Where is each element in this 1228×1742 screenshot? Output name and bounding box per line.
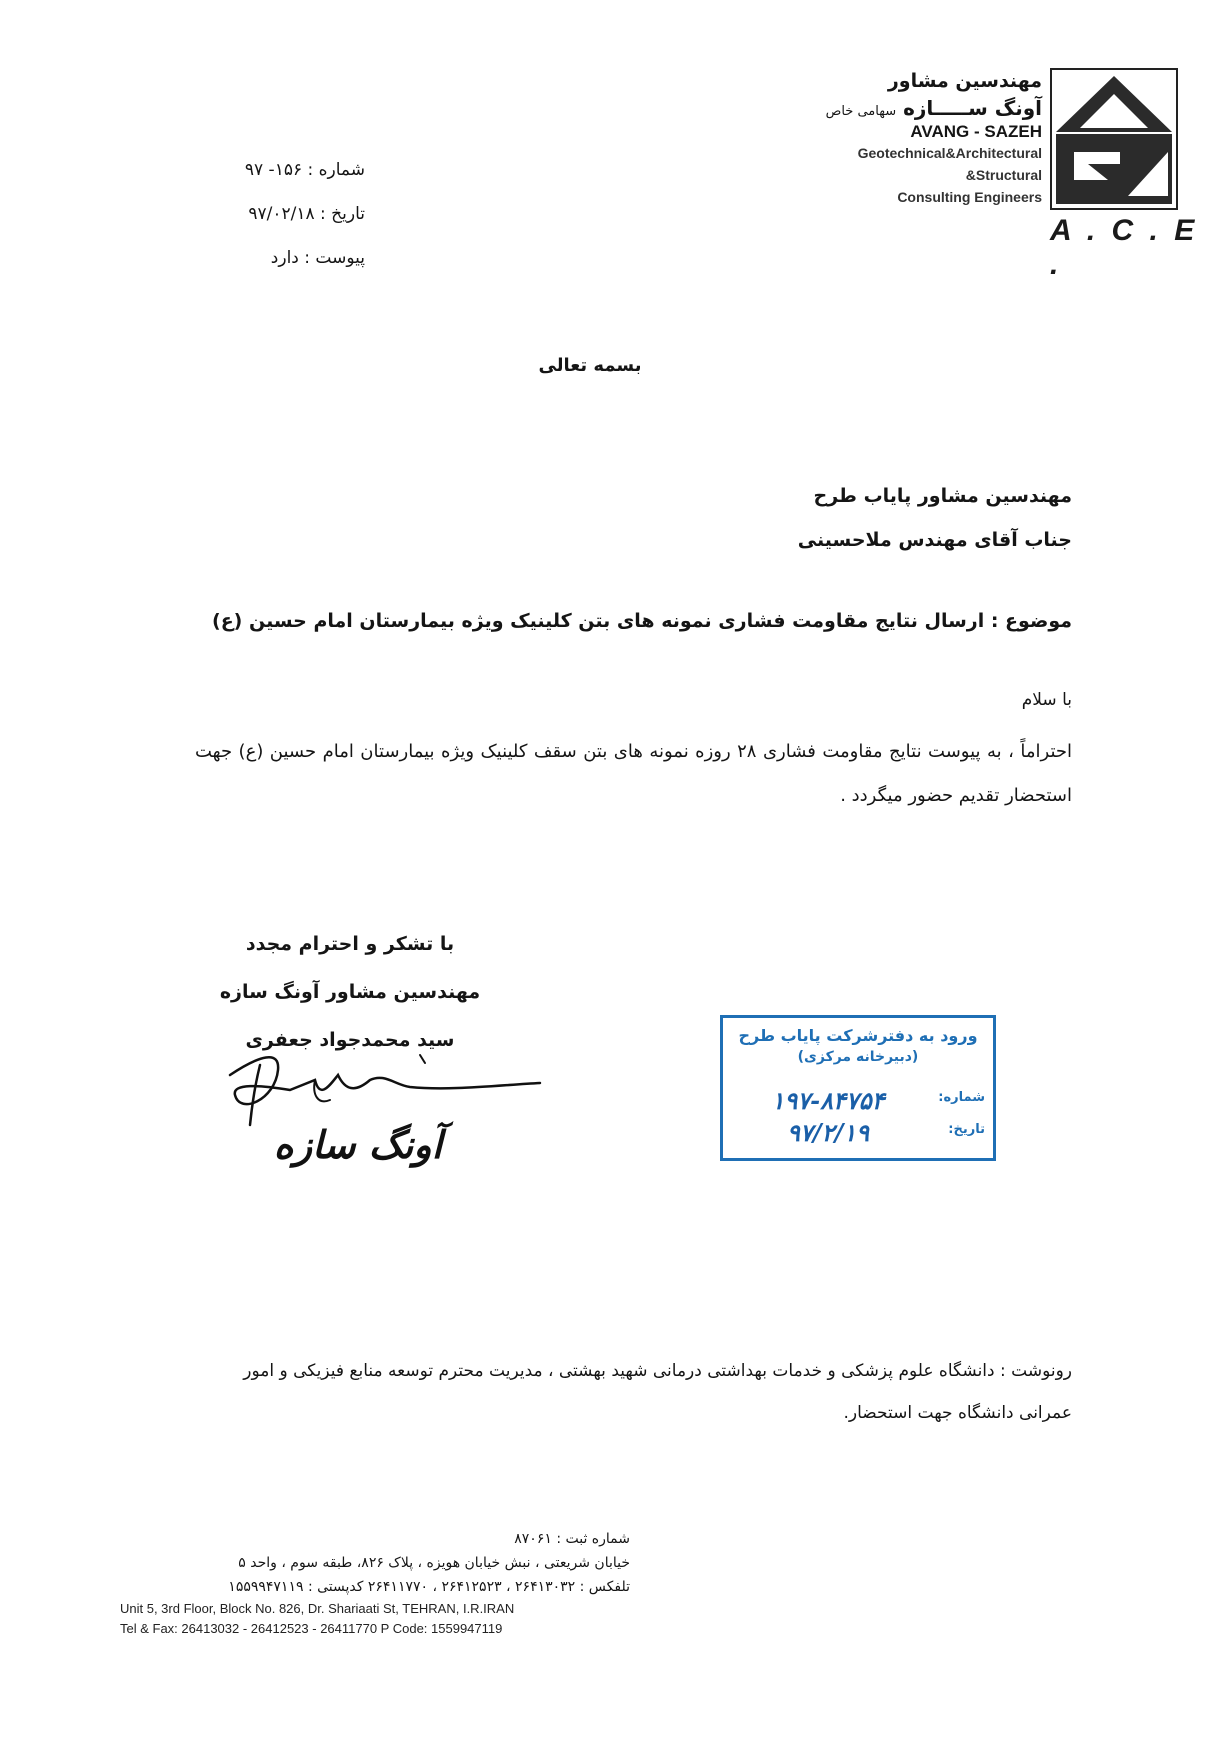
- sender-company: مهندسین مشاور آونگ سازه: [219, 981, 481, 1003]
- company-name-fa-line1: مهندسین مشاور: [887, 70, 1042, 92]
- stamp-title: ورود به دفترشرکت پایاب طرح: [738, 1026, 978, 1045]
- company-desc-line1: Geotechnical&Architectural: [857, 145, 1042, 161]
- letter-attachment: پیوست : دارد: [270, 248, 365, 268]
- carbon-copy: رونوشت : دانشگاه علوم پزشکی و خدمات بهداشتی درمانی شهید بهشتی ، مدیریت محترم توسعه منابع فیزیکی و امور عمرانی دانشگاه جهت استحضار.: [243, 1361, 1072, 1423]
- company-name-fa: آونگ ســـــازه: [903, 96, 1042, 120]
- stamp-subtitle: (دبیرخانه مرکزی): [797, 1049, 919, 1065]
- company-type: سهامی خاص: [825, 104, 897, 119]
- company-header: [760, 70, 1042, 208]
- company-abbreviation: A . C . E .: [1050, 214, 1199, 281]
- stamp-date-value: ۹۷/۲/۱۹: [787, 1118, 869, 1147]
- company-desc-line3: Consulting Engineers: [897, 189, 1042, 205]
- stamp-number-label: شماره:: [938, 1090, 985, 1105]
- recipient-person: جناب آقای مهندس ملاحسینی: [797, 529, 1072, 551]
- stamp-date-label: تاریخ:: [948, 1122, 985, 1137]
- footer-registration: شماره ثبت : ۸۷۰۶۱: [514, 1531, 630, 1547]
- footer-address-fa: خیابان شریعتی ، نبش خیابان هویزه ، پلاک ۸۲۶، طبقه سوم ، واحد ۵: [238, 1555, 630, 1571]
- company-name-fa-line2: [760, 96, 1042, 120]
- signature-stamp: آونگ سازه: [273, 1122, 443, 1167]
- footer-address-en: Unit 5, 3rd Floor, Block No. 826, Dr. Shariaati St, TEHRAN, I.R.IRAN: [120, 1601, 515, 1616]
- greeting: با سلام: [1021, 690, 1072, 710]
- footer: [120, 1527, 630, 1639]
- letter-subject: موضوع : ارسال نتایج مقاومت فشاری نمونه های بتن کلینیک ویژه بیمارستان امام حسین (ع): [212, 610, 1072, 632]
- closing: [200, 920, 500, 1064]
- closing-line: با تشکر و احترام مجدد: [245, 933, 455, 955]
- logo-mark-icon: [1050, 68, 1178, 210]
- company-name-en: AVANG - SAZEH: [910, 122, 1042, 141]
- letter-body: احتراماً ، به پیوست نتایج مقاومت فشاری ۲۸ روزه نمونه های بتن سقف کلینیک ویژه بیمارستان امام حسین (ع) جهت استحضار تقدیم حضور میگردد .: [195, 741, 1073, 806]
- company-logo: [1050, 68, 1178, 210]
- company-desc-line2: &Structural: [965, 167, 1042, 183]
- recipient: [560, 474, 1072, 562]
- sender-name: سید محمدجواد جعفری: [245, 1029, 455, 1051]
- invocation: بسمه تعالی: [538, 355, 642, 376]
- stamp-number-value: ۱۹۷-۸۴۷۵۴: [771, 1086, 885, 1115]
- stamp-date-row: [731, 1118, 985, 1150]
- footer-phone-en: Tel & Fax: 26413032 - 26412523 - 26411770 P Code: 1559947119: [120, 1621, 503, 1636]
- stamp-number-row: [731, 1086, 985, 1118]
- letter-number: شماره : ۱۵۶- ۹۷: [244, 160, 365, 180]
- letter-date: تاریخ : ۹۷/۰۲/۱۸: [248, 204, 365, 224]
- recipient-company: مهندسین مشاور پایاب طرح: [813, 485, 1072, 507]
- footer-phone-fa: تلفکس : ۲۶۴۱۳۰۳۲ ، ۲۶۴۱۲۵۲۳ ، ۲۶۴۱۱۷۷۰ کدپستی : ۱۵۵۹۹۴۷۱۱۹: [228, 1579, 630, 1595]
- receipt-stamp: [720, 1015, 996, 1161]
- letter-meta: [190, 148, 365, 280]
